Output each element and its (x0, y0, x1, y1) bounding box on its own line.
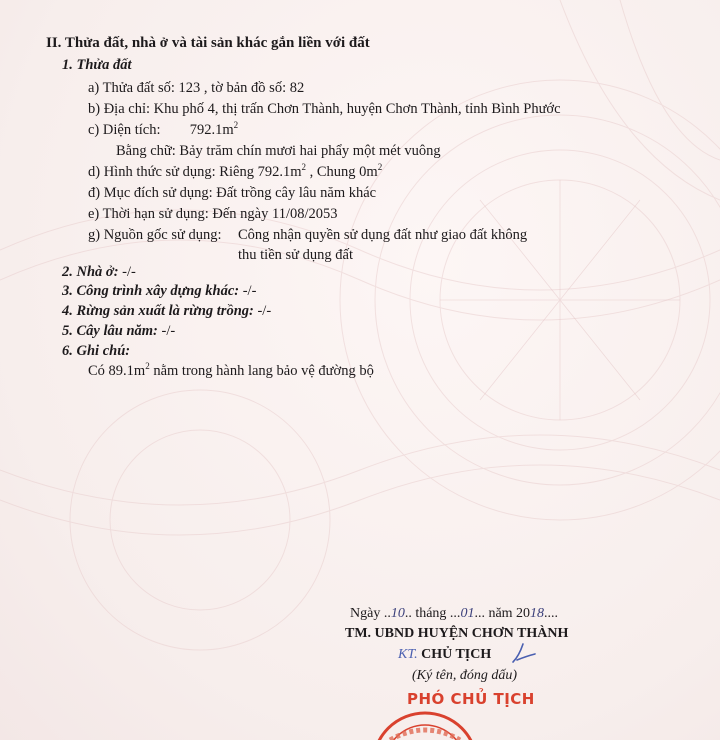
date-month-label: .. tháng ... (404, 606, 461, 621)
usage-purpose: đ) Mục đích sử dụng: Đất trồng cây lâu năm khác (88, 185, 377, 201)
kt-handwritten: KT. (398, 647, 418, 662)
usage-form (88, 163, 382, 181)
notes-heading: 6. Ghi chú: (62, 343, 131, 359)
perennial-row (62, 322, 175, 340)
usage-form-private: d) Hình thức sử dụng: Riêng 792.1m (88, 164, 302, 180)
notes-text-prefix: Có 89.1m (88, 363, 146, 379)
house-heading: 2. Nhà ở: (62, 264, 119, 280)
area-label: c) Diện tích: (88, 122, 161, 138)
date-year-label: ... năm 20 (474, 606, 531, 621)
date-year: 18 (530, 606, 545, 621)
usage-form-sup: 2 (301, 162, 306, 173)
perennial-value: -/- (161, 323, 176, 339)
forest-row (62, 302, 271, 320)
pen-mark-icon (395, 634, 545, 674)
house-row (62, 263, 136, 281)
notes-text-suffix: nằm trong hành lang bảo vệ đường bộ (149, 363, 374, 379)
perennial-heading: 5. Cây lâu năm: (62, 323, 158, 339)
forest-heading: 4. Rừng sản xuất là rừng trồng: (62, 303, 254, 319)
usage-form-shared: , Chung 0m (305, 164, 378, 180)
chairman-title: CHỦ TỊCH (421, 647, 492, 662)
house-value: -/- (122, 264, 136, 280)
area-unit-sup: 2 (233, 120, 239, 131)
parcel-area (88, 121, 238, 139)
area-unit: m (222, 122, 234, 138)
origin-label: g) Nguồn gốc sử dụng: (88, 227, 222, 243)
origin-line-2: thu tiền sử dụng đất (238, 247, 353, 263)
date-month: 01 (460, 606, 475, 621)
parcel-number: a) Thửa đất số: 123 , tờ bản đồ số: 82 (88, 80, 305, 96)
section-title: II. Thửa đất, nhà ở và tài sản khác gắn liền với đất (46, 35, 370, 51)
sign-note: (Ký tên, đóng dấu) (412, 668, 517, 683)
date-suffix: .... (544, 606, 559, 621)
forest-value: -/- (257, 303, 272, 319)
official-seal-icon (360, 700, 490, 740)
area-value: 792.1 (189, 122, 223, 138)
area-in-words: Bằng chữ: Bảy trăm chín mươi hai phẩy một mét vuông (116, 143, 441, 159)
usage-form-sup: 2 (377, 162, 383, 173)
notes-text-sup: 2 (145, 361, 150, 372)
usage-term: e) Thời hạn sử dụng: Đến ngày 11/08/2053 (88, 206, 338, 222)
issue-date (350, 605, 558, 623)
vice-chairman-stamp-text: PHÓ CHỦ TỊCH (407, 690, 535, 708)
construction-heading: 3. Công trình xây dựng khác: (62, 283, 240, 299)
parcel-heading: 1. Thửa đất (62, 57, 132, 73)
construction-value: -/- (242, 283, 257, 299)
date-prefix: Ngày .. (350, 606, 391, 621)
parcel-address: b) Địa chỉ: Khu phố 4, thị trấn Chơn Thành, huyện Chơn Thành, tỉnh Bình Phước (88, 101, 561, 117)
notes-text (88, 362, 374, 380)
construction-row (62, 282, 256, 300)
date-day: 10 (390, 606, 405, 621)
origin-line-1: Công nhận quyền sử dụng đất như giao đất không (238, 227, 528, 243)
issuing-authority: TM. UBND HUYỆN CHƠN THÀNH (345, 626, 569, 641)
